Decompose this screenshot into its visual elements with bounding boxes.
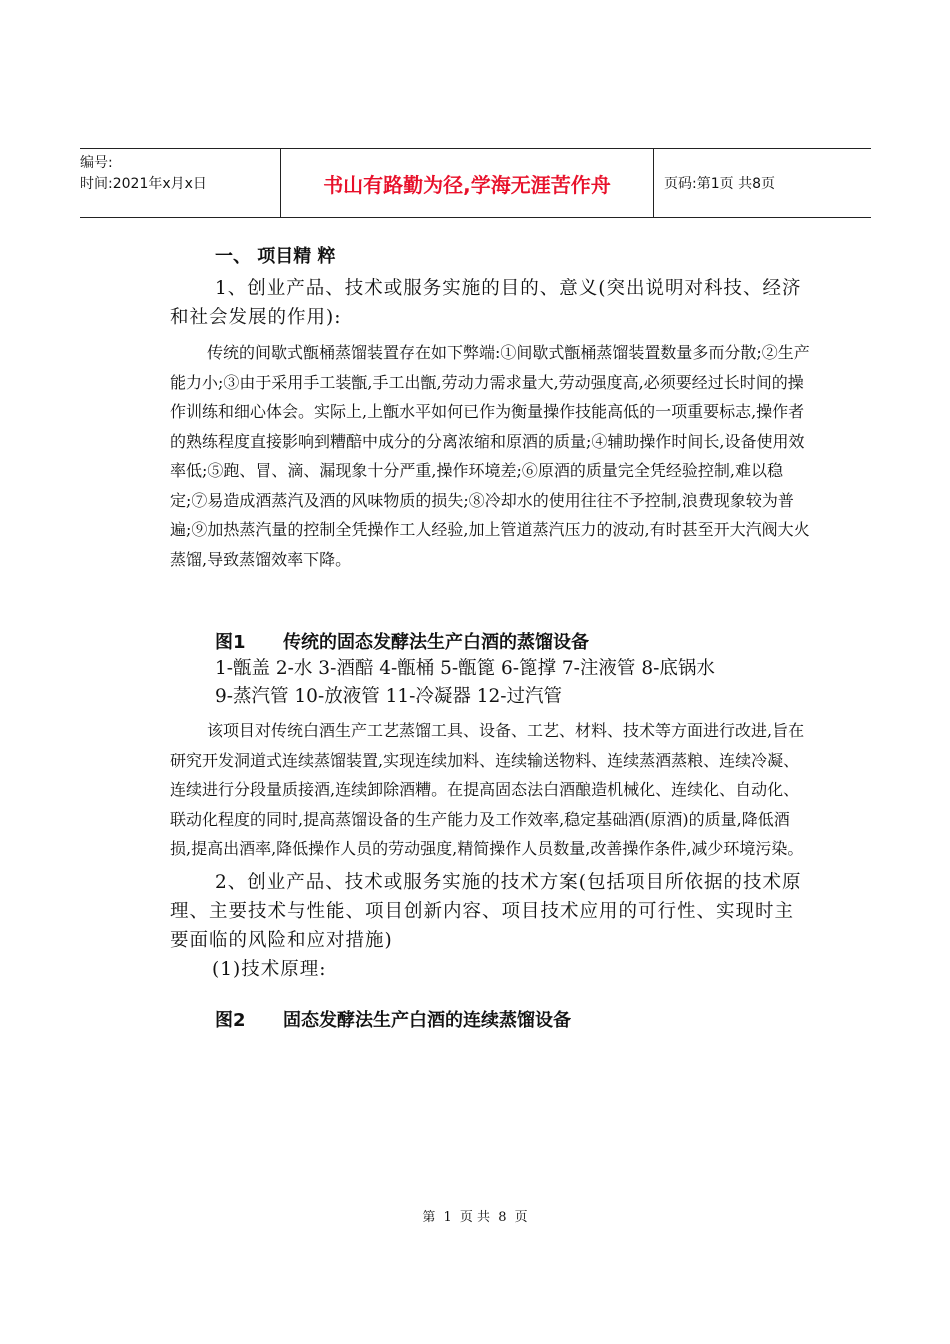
page-header bbox=[80, 148, 871, 218]
section-title: 一、 项目精 粹 bbox=[215, 246, 336, 267]
figure-1-legend-line-2: 9-蒸汽管 10-放液管 11-冷凝器 12-过汽管 bbox=[215, 686, 563, 707]
figure-2-number: 图2 bbox=[215, 1009, 246, 1031]
figure-2-caption bbox=[215, 1006, 810, 1032]
subsection-1: (1)技术原理: bbox=[212, 958, 327, 980]
figure-1-number: 图1 bbox=[215, 632, 246, 653]
question-2: 2、创业产品、技术或服务实施的技术方案(包括项目所依据的技术原理、主要技术与性能、项目创新内容、项目技术应用的可行性、实现时主要面临的风险和应对措施) bbox=[170, 871, 802, 951]
footer-prefix: 第 bbox=[422, 1210, 436, 1225]
page-footer bbox=[0, 1206, 950, 1225]
figure-1-caption bbox=[215, 628, 810, 654]
figure-1-title: 传统的固态发酵法生产白酒的蒸馏设备 bbox=[283, 632, 589, 653]
paragraph-1: 传统的间歇式甑桶蒸馏装置存在如下弊端:①间歇式甑桶蒸馏装置数量多而分散;②生产能力小;③由于采用手工装甑,手工出甑,劳动力需求量大,劳动强度高,必须要经过长时间的操作训练和细心体会。实际上,上甑水平如何已作为衡量操作技能高低的一项重要标志,操作者的熟练程度直接影响到糟醅中成分的分离浓缩和原酒的质量;④辅助操作时间长,设备使用效率低;⑤跑、冒、滴、漏现象十分严重,操作环境差;⑥原酒的质量完全凭经验控制,难以稳定;⑦易造成酒蒸汽及酒的风味物质的损失;⑧冷却水的使用往往不予控制,浪费现象较为普遍;⑨加热蒸汽量的控制全凭操作工人经验,加上管道蒸汽压力的波动,有时甚至开大汽阀大火蒸馏,导致蒸馏效率下降。 bbox=[170, 343, 810, 569]
header-meta bbox=[80, 149, 280, 217]
time-label: 时间:2021年x月x日 bbox=[80, 176, 207, 192]
page-code: 页码:第1页 共8页 bbox=[664, 176, 775, 192]
document-body bbox=[170, 238, 810, 1034]
question-1: 1、创业产品、技术或服务实施的目的、意义(突出说明对科技、经济和社会发展的作用): bbox=[170, 278, 802, 328]
number-label: 编号: bbox=[80, 155, 113, 171]
footer-page-total: 8 bbox=[498, 1210, 507, 1225]
footer-page-number: 1 bbox=[443, 1210, 452, 1225]
footer-mid: 页 共 bbox=[459, 1210, 491, 1225]
figure-1-legend-line-1: 1-甑盖 2-水 3-酒醅 4-甑桶 5-甑篦 6-篦撑 7-注液管 8-底锅水 bbox=[215, 658, 715, 679]
figure-2-title: 固态发酵法生产白酒的连续蒸馏设备 bbox=[283, 1009, 571, 1031]
paragraph-2: 该项目对传统白酒生产工艺蒸馏工具、设备、工艺、材料、技术等方面进行改进,旨在研究开发洞道式连续蒸馏装置,实现连续加料、连续输送物料、连续蒸酒蒸粮、连续冷凝、连续进行分段量质接酒,连续卸除酒糟。在提高固态法白酒酿造机械化、连续化、自动化、联动化程度的同时,提高蒸馏设备的生产能力及工作效率,稳定基础酒(原酒)的质量,降低酒损,提高出酒率,降低操作人员的劳动强度,精简操作人员数量,改善操作条件,减少环境污染。 bbox=[170, 721, 805, 858]
motto: 书山有路勤为径,学海无涯苦作舟 bbox=[280, 149, 654, 217]
footer-suffix: 页 bbox=[514, 1210, 528, 1225]
